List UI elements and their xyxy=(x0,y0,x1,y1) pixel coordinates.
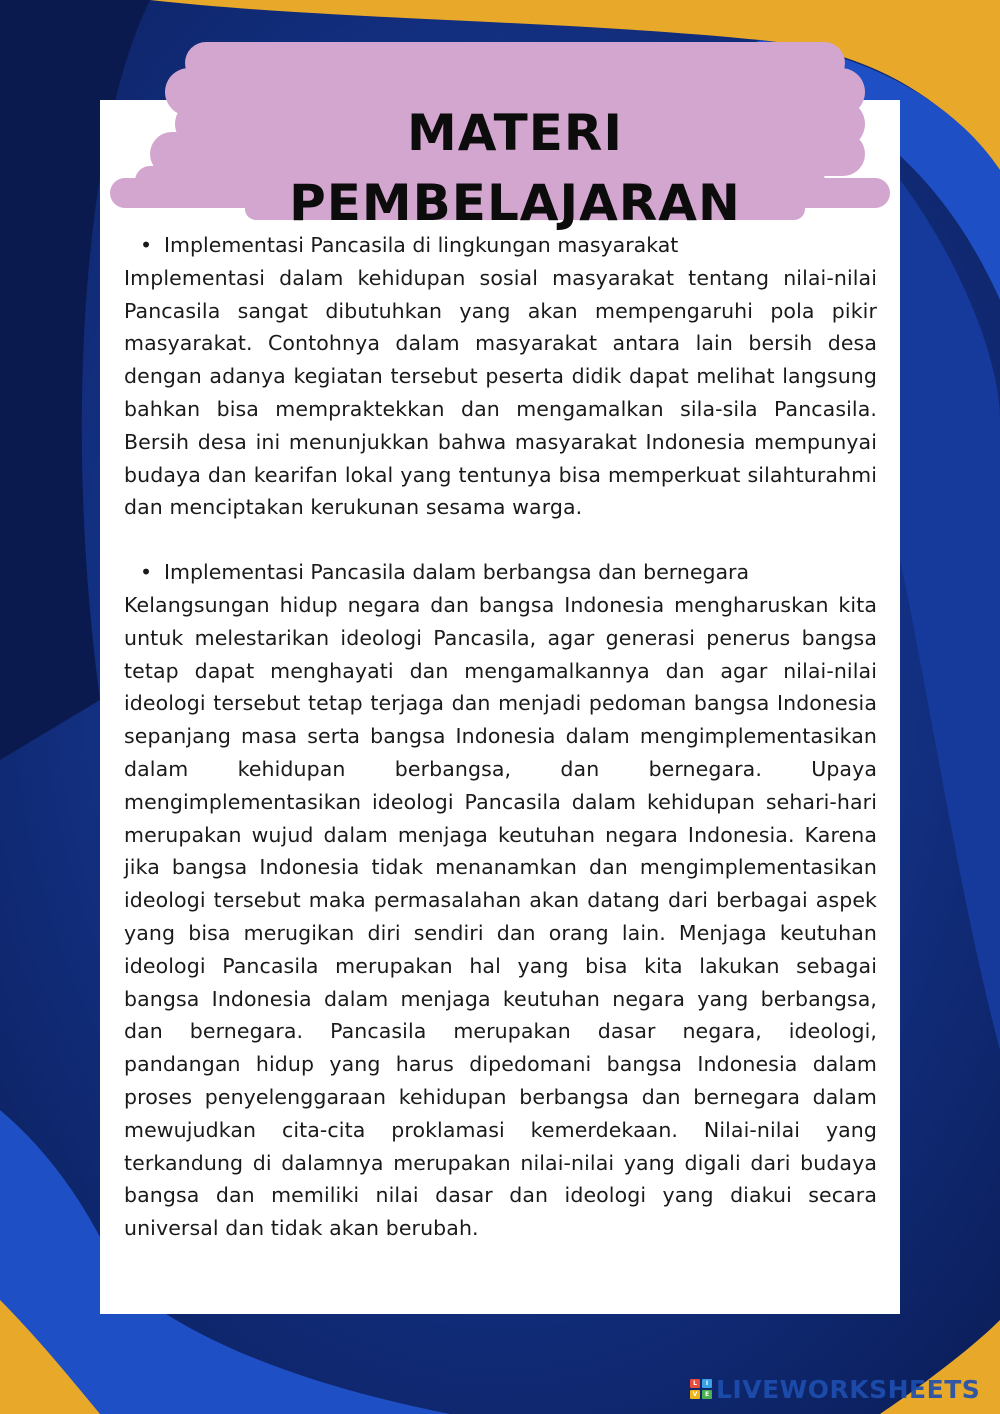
liveworksheets-watermark xyxy=(690,1374,980,1404)
section-body-2: Kelangsungan hidup negara dan bangsa Indonesia mengharuskan kita untuk melestarikan ideologi Pancasila, agar generasi penerus bangsa tetap dapat menghayati dan mengamalkannya dan agar nilai-nilai ideologi tersebut tetap terjaga dan menjadi pedoman bangsa Indonesia sepanjang masa serta bangsa Indonesia dalam mengimplementasikan dalam kehidupan berbangsa, dan bernegara. Upaya mengimplementasikan ideologi Pancasila dalam kehidupan sehari-hari merupakan wujud dalam menjaga keutuhan negara Indonesia. Karena jika bangsa Indonesia tidak menanamkan dan mengimplementasikan ideologi tersebut maka permasalahan akan datang dari berbagai aspek yang bisa merugikan diri sendiri dan orang lain. Menjaga keutuhan ideologi Pancasila merupakan hal yang bisa kita lakukan sebagai bangsa Indonesia dalam menjaga keutuhan negara yang berbangsa, dan bernegara. Pancasila merupakan dasar negara, ideologi, pandangan hidup yang harus dipedomani bangsa Indonesia dalam proses penyelenggaraan kehidupan berbangsa dan bernegara dalam mewujudkan cita-cita proklamasi kemerdekaan. Nilai-nilai yang terkandung di dalamnya merupakan nilai-nilai yang digali dari budaya bangsa dan memiliki nilai dasar dan ideologi yang diakui secara universal dan tidak akan berubah. xyxy=(124,592,877,1241)
bullet-dot-icon: • xyxy=(140,560,153,585)
section-body-1: Implementasi dalam kehidupan sosial masyarakat tentang nilai-nilai Pancasila sangat dibutuhkan yang akan mempengaruhi pola pikir masyarakat. Contohnya dalam masyarakat antara lain bersih desa dengan adanya kegiatan tersebut peserta didik dapat melihat langsung bahkan bisa mempraktekkan dan mengamalkan sila-sila Pancasila. Bersih desa ini menunjukkan bahwa masyarakat Indonesia mempunyai budaya dan kearifan lokal yang tentunya bisa memperkuat silahturahmi dan menciptakan kerukunan sesama warga. xyxy=(124,265,877,520)
section-heading-text: Implementasi Pancasila dalam berbangsa dan bernegara xyxy=(164,560,750,585)
bullet-dot-icon: • xyxy=(140,233,153,257)
liveworksheets-logo-icon: L I V E xyxy=(690,1379,712,1399)
section-heading-text: Implementasi Pancasila di lingkungan masyarakat xyxy=(164,233,679,257)
material-content xyxy=(124,229,877,1245)
section-heading-1 xyxy=(124,229,877,262)
page-title: MATERI PEMBELAJARAN xyxy=(289,104,741,232)
section-heading-2 xyxy=(124,556,877,589)
watermark-text: LIVEWORKSHEETS xyxy=(716,1374,981,1404)
section-spacer xyxy=(124,524,877,556)
